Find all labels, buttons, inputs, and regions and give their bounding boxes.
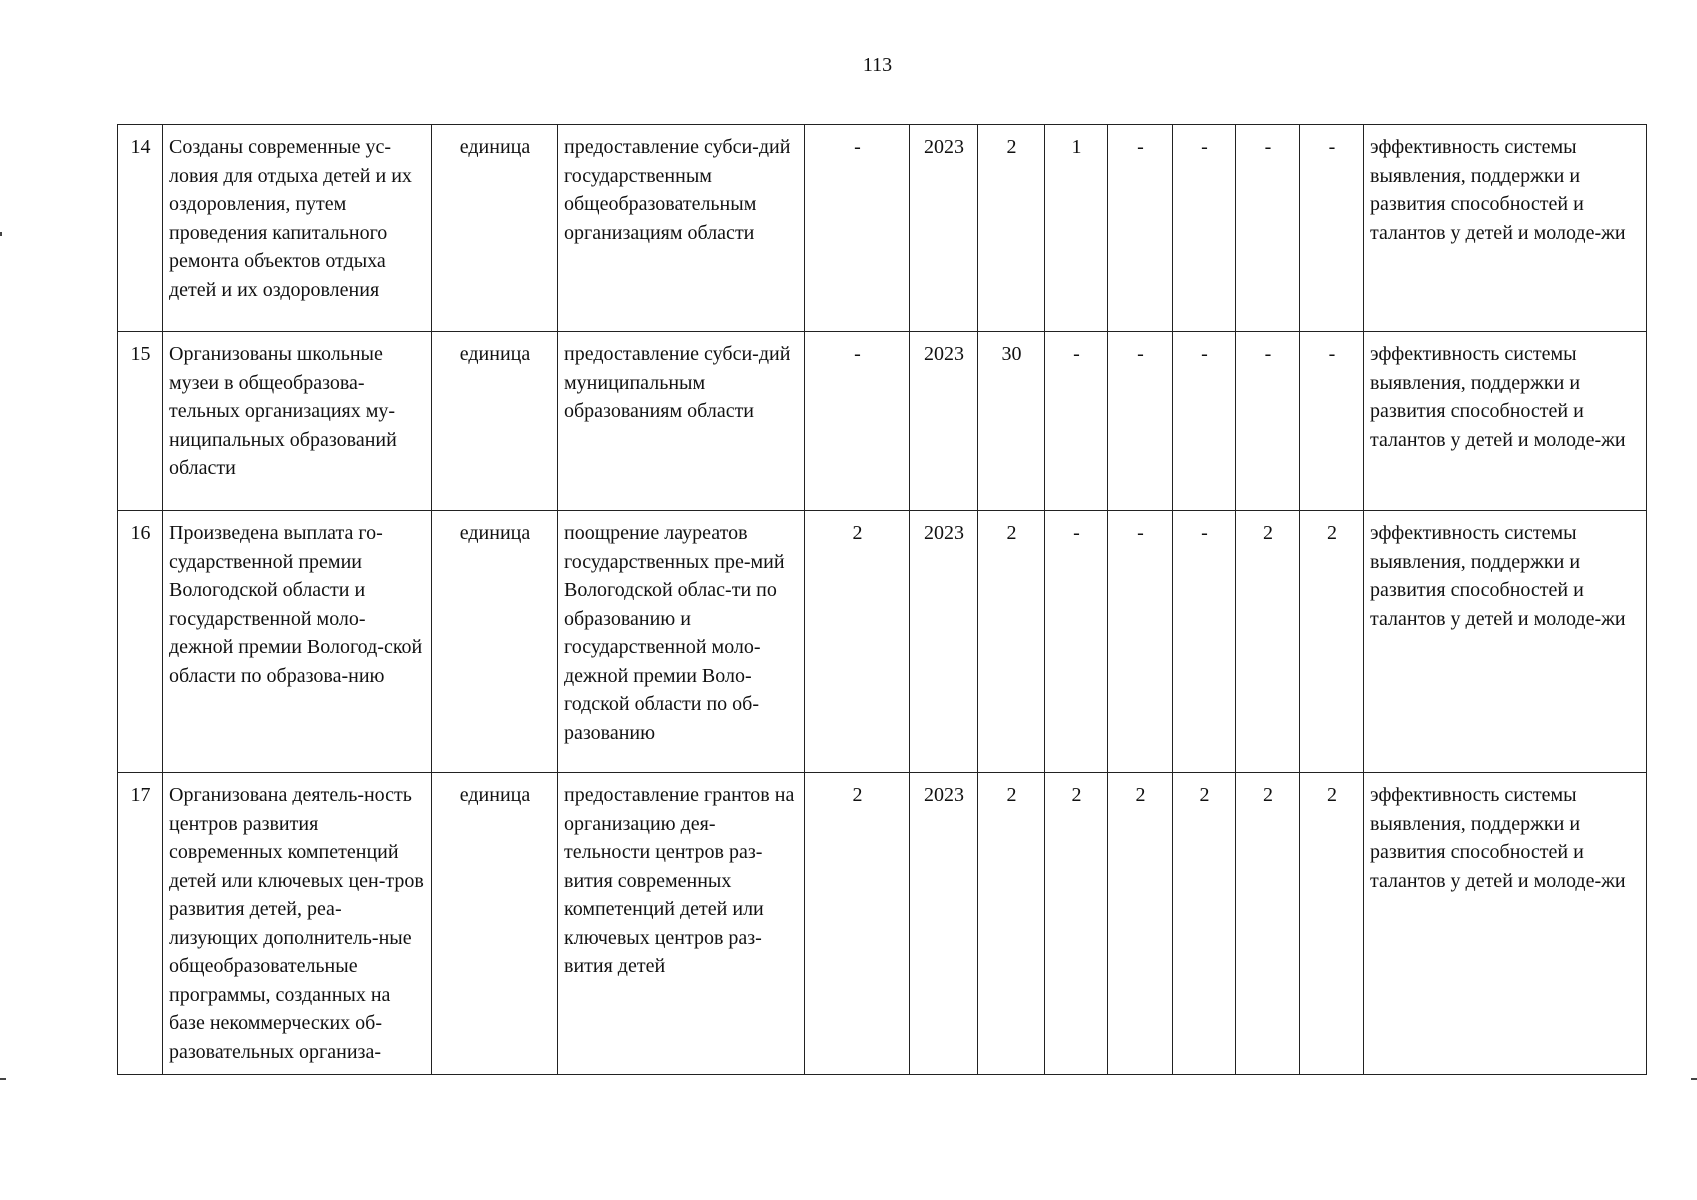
value-cell: - — [1173, 332, 1236, 511]
value-cell: 2 — [805, 773, 910, 1075]
scan-mark-edge — [0, 232, 2, 236]
value-cell: 2 — [1108, 773, 1173, 1075]
value-cell: - — [805, 125, 910, 332]
year-cell: 2023 — [910, 773, 978, 1075]
indicator-cell: эффективность системы выявления, поддержки и развития способностей и талантов у детей и молоде-жи — [1364, 511, 1647, 773]
mechanism-cell: поощрение лауреатов государственных пре-мий Вологодской облас-ти по образованию и государственной моло-дежной премии Воло-годской области по об-разованию — [558, 511, 805, 773]
row-number: 14 — [118, 125, 163, 332]
table-row — [118, 332, 1647, 511]
value-cell: - — [1108, 511, 1173, 773]
value-cell: - — [1108, 125, 1173, 332]
indicator-cell: эффективность системы выявления, поддержки и развития способностей и талантов у детей и молоде-жи — [1364, 773, 1647, 1075]
unit-cell: единица — [432, 773, 558, 1075]
value-cell: - — [1173, 125, 1236, 332]
value-cell: 2 — [1236, 511, 1300, 773]
mechanism-cell: предоставление субси-дий государственным общеобразовательным организациям области — [558, 125, 805, 332]
unit-cell: единица — [432, 125, 558, 332]
scan-mark-left — [0, 1078, 6, 1080]
value-cell: 2 — [978, 125, 1045, 332]
row-number: 16 — [118, 511, 163, 773]
result-cell: Организованы школьные музеи в общеобразова-тельных организациях му-ниципальных образований области — [163, 332, 432, 511]
year-cell: 2023 — [910, 125, 978, 332]
measures-table — [117, 124, 1647, 1075]
value-cell: - — [1300, 332, 1364, 511]
page-number: 113 — [862, 54, 893, 76]
value-cell: 2 — [805, 511, 910, 773]
row-number: 17 — [118, 773, 163, 1075]
value-cell: 2 — [1300, 773, 1364, 1075]
unit-cell: единица — [432, 511, 558, 773]
mechanism-cell: предоставление грантов на организацию дея-тельности центров раз-вития современных компетенций детей или ключевых центров раз-вития детей — [558, 773, 805, 1075]
value-cell: - — [805, 332, 910, 511]
year-cell: 2023 — [910, 332, 978, 511]
value-cell: 2 — [1045, 773, 1108, 1075]
value-cell: 2 — [978, 511, 1045, 773]
table-row — [118, 125, 1647, 332]
value-cell: - — [1045, 332, 1108, 511]
value-cell: 2 — [978, 773, 1045, 1075]
value-cell: 2 — [1236, 773, 1300, 1075]
result-cell: Созданы современные ус-ловия для отдыха детей и их оздоровления, путем проведения капитального ремонта объектов отдыха детей и их оздоровления — [163, 125, 432, 332]
mechanism-cell: предоставление субси-дий муниципальным образованиям области — [558, 332, 805, 511]
row-number: 15 — [118, 332, 163, 511]
result-cell: Произведена выплата го-сударственной премии Вологодской области и государственной моло-дежной премии Вологод-ской области по образова-нию — [163, 511, 432, 773]
unit-cell: единица — [432, 332, 558, 511]
value-cell: 30 — [978, 332, 1045, 511]
value-cell: 2 — [1173, 773, 1236, 1075]
value-cell: - — [1045, 511, 1108, 773]
value-cell: 2 — [1300, 511, 1364, 773]
table-row — [118, 773, 1647, 1075]
value-cell: - — [1173, 511, 1236, 773]
value-cell: 1 — [1045, 125, 1108, 332]
value-cell: - — [1108, 332, 1173, 511]
value-cell: - — [1236, 332, 1300, 511]
year-cell: 2023 — [910, 511, 978, 773]
scan-mark-right — [1691, 1078, 1697, 1080]
result-cell: Организована деятель-ность центров развития современных компетенций детей или ключевых цен-тров развития детей, реа-лизующих дополнитель-ные общеобразовательные программы, созданных на базе некоммерческих об-разовательных организа- — [163, 773, 432, 1075]
indicator-cell: эффективность системы выявления, поддержки и развития способностей и талантов у детей и молоде-жи — [1364, 125, 1647, 332]
value-cell: - — [1300, 125, 1364, 332]
value-cell: - — [1236, 125, 1300, 332]
indicator-cell: эффективность системы выявления, поддержки и развития способностей и талантов у детей и молоде-жи — [1364, 332, 1647, 511]
table-row — [118, 511, 1647, 773]
